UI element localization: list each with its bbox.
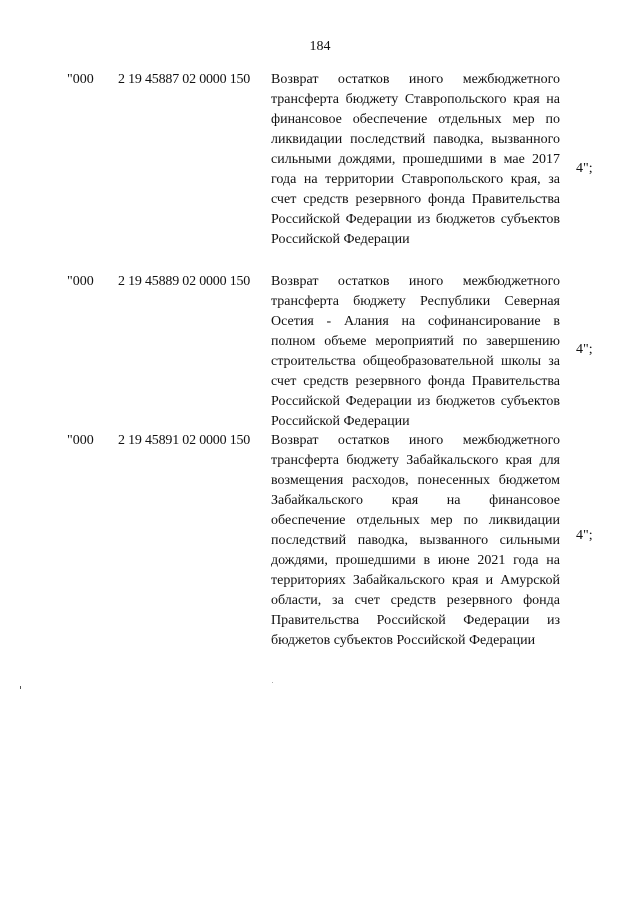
entry-admin-code: "000	[67, 72, 94, 87]
entry-classification-code: 2 19 45889 02 0000 150	[118, 274, 251, 289]
scan-speck	[272, 682, 273, 683]
entry-admin-code: "000	[67, 433, 94, 448]
entry-description: Возврат остатков иного межбюджетного трансферта бюджету Забайкальского края для возмещения расходов, понесенных бюджетом Забайкальского края на финансовое обеспечение отдельных мер по ликвидации последствий паводка, вызванного сильными дождями, прошедшими в июне 2021 года на территориях Забайкальского края и Амурской области, за счет средств резервного фонда Правительства Российской Федерации из бюджетов субъектов Российской Федерации	[271, 433, 560, 648]
entry-suffix: 4";	[576, 528, 593, 543]
entry-suffix: 4";	[576, 161, 593, 176]
entry-description: Возврат остатков иного межбюджетного трансферта бюджету Ставропольского края на финансовое обеспечение отдельных мер по ликвидации последствий паводка, вызванного сильными дождями, прошедшими в мае 2017 года на территории Ставропольского края, за счет средств резервного фонда Правительства Российской Федерации из бюджетов субъектов Российской Федерации	[271, 72, 560, 247]
entry-description: Возврат остатков иного межбюджетного трансферта бюджету Республики Северная Осетия - Алания на софинансирование в полном объеме мероприятий по завершению строительства общеобразовательной школы за счет средств резервного фонда Правительства Российской Федерации из бюджетов субъектов Российской Федерации	[271, 274, 560, 429]
entry-admin-code: "000	[67, 274, 94, 289]
scan-speck	[20, 686, 21, 689]
page-number: 184	[309, 39, 331, 54]
entry-classification-code: 2 19 45887 02 0000 150	[118, 72, 251, 87]
entry-suffix: 4";	[576, 342, 593, 357]
entry-classification-code: 2 19 45891 02 0000 150	[118, 433, 251, 448]
